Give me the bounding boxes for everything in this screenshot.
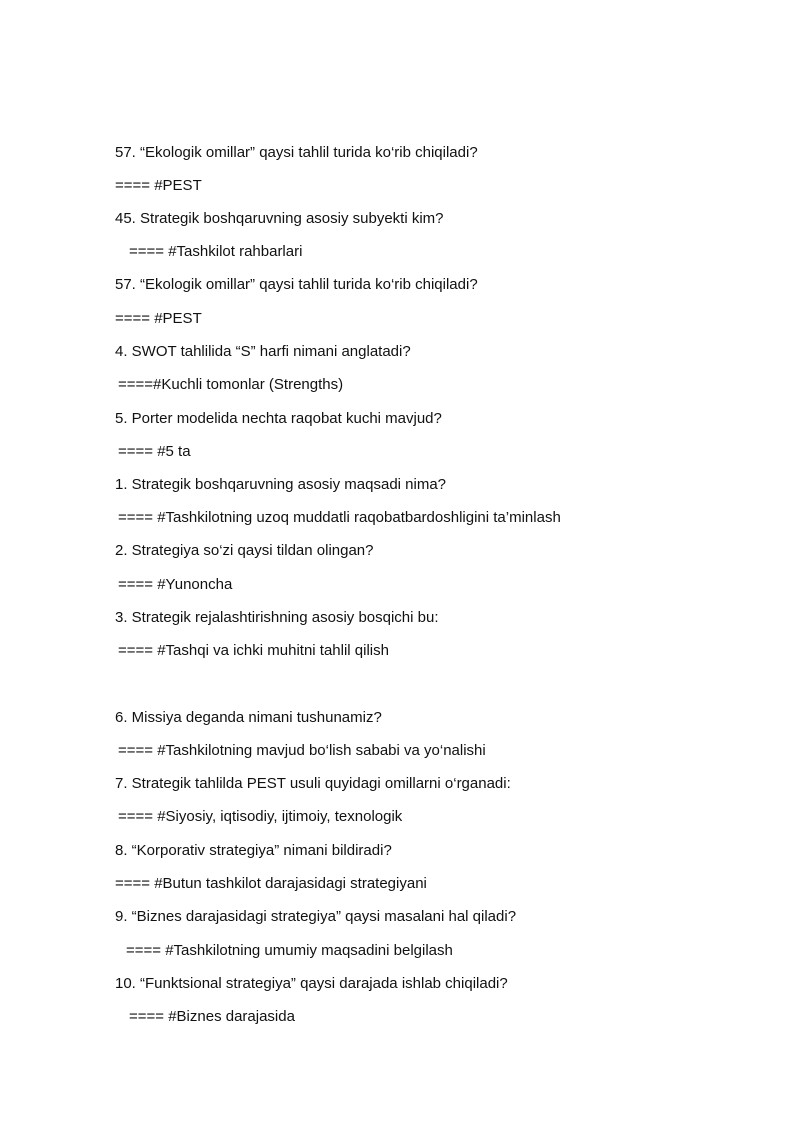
answer-line: ==== #Yunoncha xyxy=(118,576,233,593)
answer-line: ==== #5 ta xyxy=(118,443,191,460)
question-line: 3. Strategik rejalashtirishning asosiy bosqichi bu: xyxy=(115,609,439,626)
question-line: 2. Strategiya so‘zi qaysi tildan olingan? xyxy=(115,542,374,559)
question-line: 9. “Biznes darajasidagi strategiya” qaysi masalani hal qiladi? xyxy=(115,908,517,925)
answer-line: ====#Kuchli tomonlar (Strengths) xyxy=(118,376,344,393)
answer-line: ==== #Tashqi va ichki muhitni tahlil qilish xyxy=(118,642,389,659)
question-line: 6. Missiya deganda nimani tushunamiz? xyxy=(115,709,382,726)
answer-line: ==== #PEST xyxy=(115,310,202,327)
question-line: 57. “Ekologik omillar” qaysi tahlil turida ko‘rib chiqiladi? xyxy=(115,276,478,293)
question-line: 8. “Korporativ strategiya” nimani bildiradi? xyxy=(115,842,392,859)
answer-line: ==== #Biznes darajasida xyxy=(129,1008,295,1025)
question-line: 5. Porter modelida nechta raqobat kuchi mavjud? xyxy=(115,410,442,427)
question-line: 10. “Funktsional strategiya” qaysi darajada ishlab chiqiladi? xyxy=(115,975,508,992)
question-line: 4. SWOT tahlilida “S” harfi nimani anglatadi? xyxy=(115,343,411,360)
answer-line: ==== #Tashkilotning umumiy maqsadini belgilash xyxy=(126,942,453,959)
answer-line: ==== #PEST xyxy=(115,177,202,194)
answer-line: ==== #Butun tashkilot darajasidagi strategiyani xyxy=(115,875,427,892)
question-line: 7. Strategik tahlilda PEST usuli quyidagi omillarni o‘rganadi: xyxy=(115,775,511,792)
question-line: 57. “Ekologik omillar” qaysi tahlil turida ko‘rib chiqiladi? xyxy=(115,144,478,161)
answer-line: ==== #Tashkilot rahbarlari xyxy=(129,243,303,260)
question-line: 1. Strategik boshqaruvning asosiy maqsadi nima? xyxy=(115,476,447,493)
answer-line: ==== #Tashkilotning uzoq muddatli raqobatbardoshligini ta’minlash xyxy=(118,509,561,526)
answer-line: ==== #Siyosiy, iqtisodiy, ijtimoiy, texnologik xyxy=(118,808,403,825)
question-line: 45. Strategik boshqaruvning asosiy subyekti kim? xyxy=(115,210,444,227)
answer-line: ==== #Tashkilotning mavjud bo‘lish sababi va yo‘nalishi xyxy=(118,742,486,759)
